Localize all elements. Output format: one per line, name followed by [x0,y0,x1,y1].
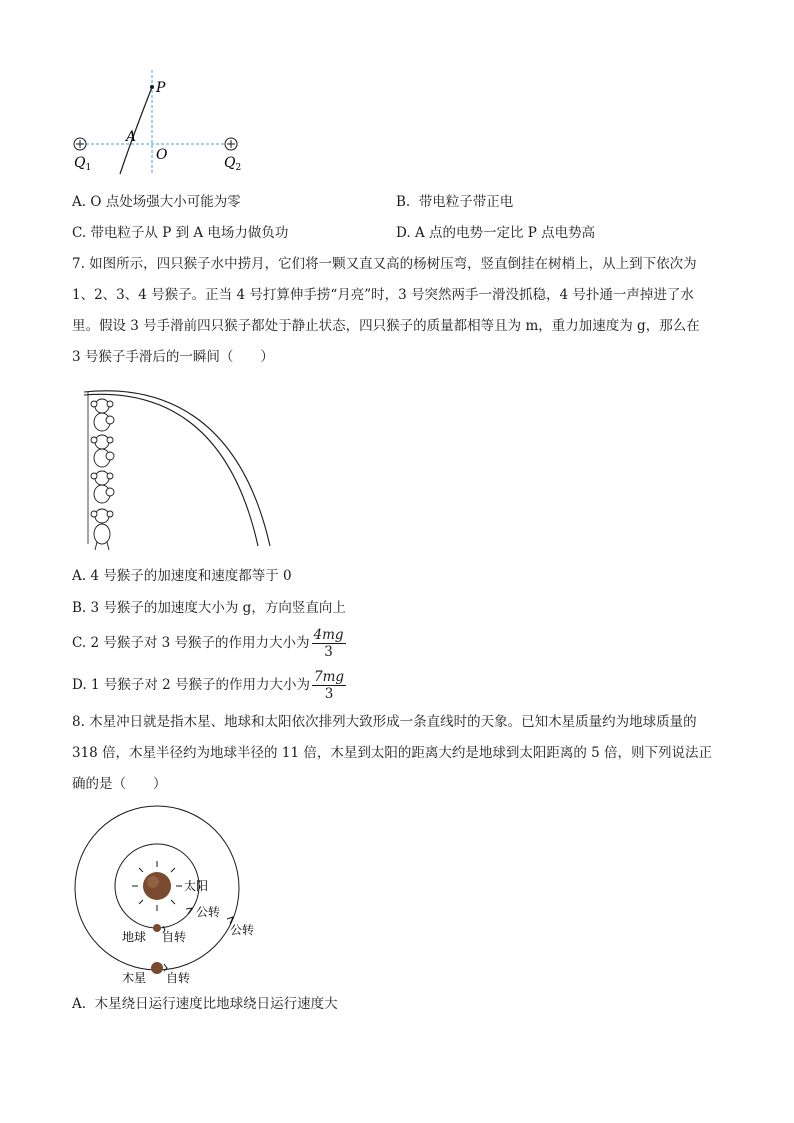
label-o: O [156,147,168,163]
label-earth: 地球 [122,930,147,944]
q7-stem-line-2: 1、2、3、4 号猴子。正当 4 号打算伸手捞“月亮”时，3 号突然两手一滑没抓稳，4 号扑通一声掉进了水 [72,287,694,303]
q6-option-a[interactable]: A. O 点处场强大小可能为零 [72,194,241,210]
q7-option-a[interactable]: A. 4 号猴子的加速度和速度都等于 0 [72,568,292,584]
q7-option-c[interactable]: C. 2 号猴子对 3 号猴子的作用力大小为 $\frac{4mg}{3}$ [72,627,344,660]
q6-option-c[interactable]: C. 带电粒子从 P 到 A 电场力做负功 [72,225,289,241]
q7-stem-line-4: 3 号猴子手滑后的一瞬间（ ） [72,349,274,365]
earth-icon [153,924,161,932]
label-revolve-inner: 公转 [196,905,221,919]
q7-stem-line-1: 7. 如图所示，四只猴子水中捞月，它们将一颗又直又高的杨树压弯，竖直倒挂在树梢上，从上到下依次为 [72,256,697,272]
label-a: A [126,129,137,145]
fraction-d: $\frac{7mg}{3}$ [314,669,345,702]
q7-option-b[interactable]: B. 3 号猴子的加速度大小为 g，方向竖直向上 [72,600,346,616]
label-earth-rotate: 自转 [162,930,187,944]
label-jupiter: 木星 [122,971,147,985]
monkey-4-icon [91,509,113,550]
label-jupiter-rotate: 自转 [166,971,191,985]
fraction-c: $\frac{4mg}{3}$ [313,627,344,660]
label-revolve-outer: 公转 [230,923,255,937]
monkey-2-icon [91,435,114,467]
q8-option-a[interactable]: A. 木星绕日运行速度比地球绕日运行速度大 [72,996,338,1012]
jupiter-icon [151,962,163,974]
monkey-1-icon [91,399,114,431]
label-p: P [156,80,166,96]
q7-stem-line-3: 里。假设 3 号手滑前四只猴子都处于静止状态，四只猴子的质量都相等且为 m，重力加速度为 g，那么在 [72,318,700,334]
q6-option-b[interactable]: B. 带电粒子带正电 [396,194,514,210]
q7-option-d[interactable]: D. 1 号猴子对 2 号猴子的作用力大小为 $\frac{7mg}{3}$ [72,669,345,702]
q8-stem-line-2: 318 倍，木星半径约为地球半径的 11 倍，木星到太阳的距离大约是地球到太阳距离的 5 倍，则下列说法正 [72,745,712,761]
label-q1: $Q_1$ [74,155,92,173]
label-sun: 太阳 [184,879,209,893]
monkey-3-icon [91,471,114,503]
sun-icon [132,861,182,911]
charge-trajectory-figure [68,68,248,178]
q6-option-d[interactable]: D. A 点的电势一定比 P 点电势高 [396,225,596,241]
label-q2: $Q_2$ [224,155,242,173]
monkeys-tree-figure [80,384,280,554]
charge-q2-icon [225,138,237,150]
orbits-figure [70,806,255,986]
charge-q1-icon [74,138,86,150]
q8-stem-line-3: 确的是（ ） [72,776,167,792]
q8-stem-line-1: 8. 木星冲日就是指木星、地球和太阳依次排列大致形成一条直线时的天象。已知木星质量约为地球质量的 [72,714,697,730]
